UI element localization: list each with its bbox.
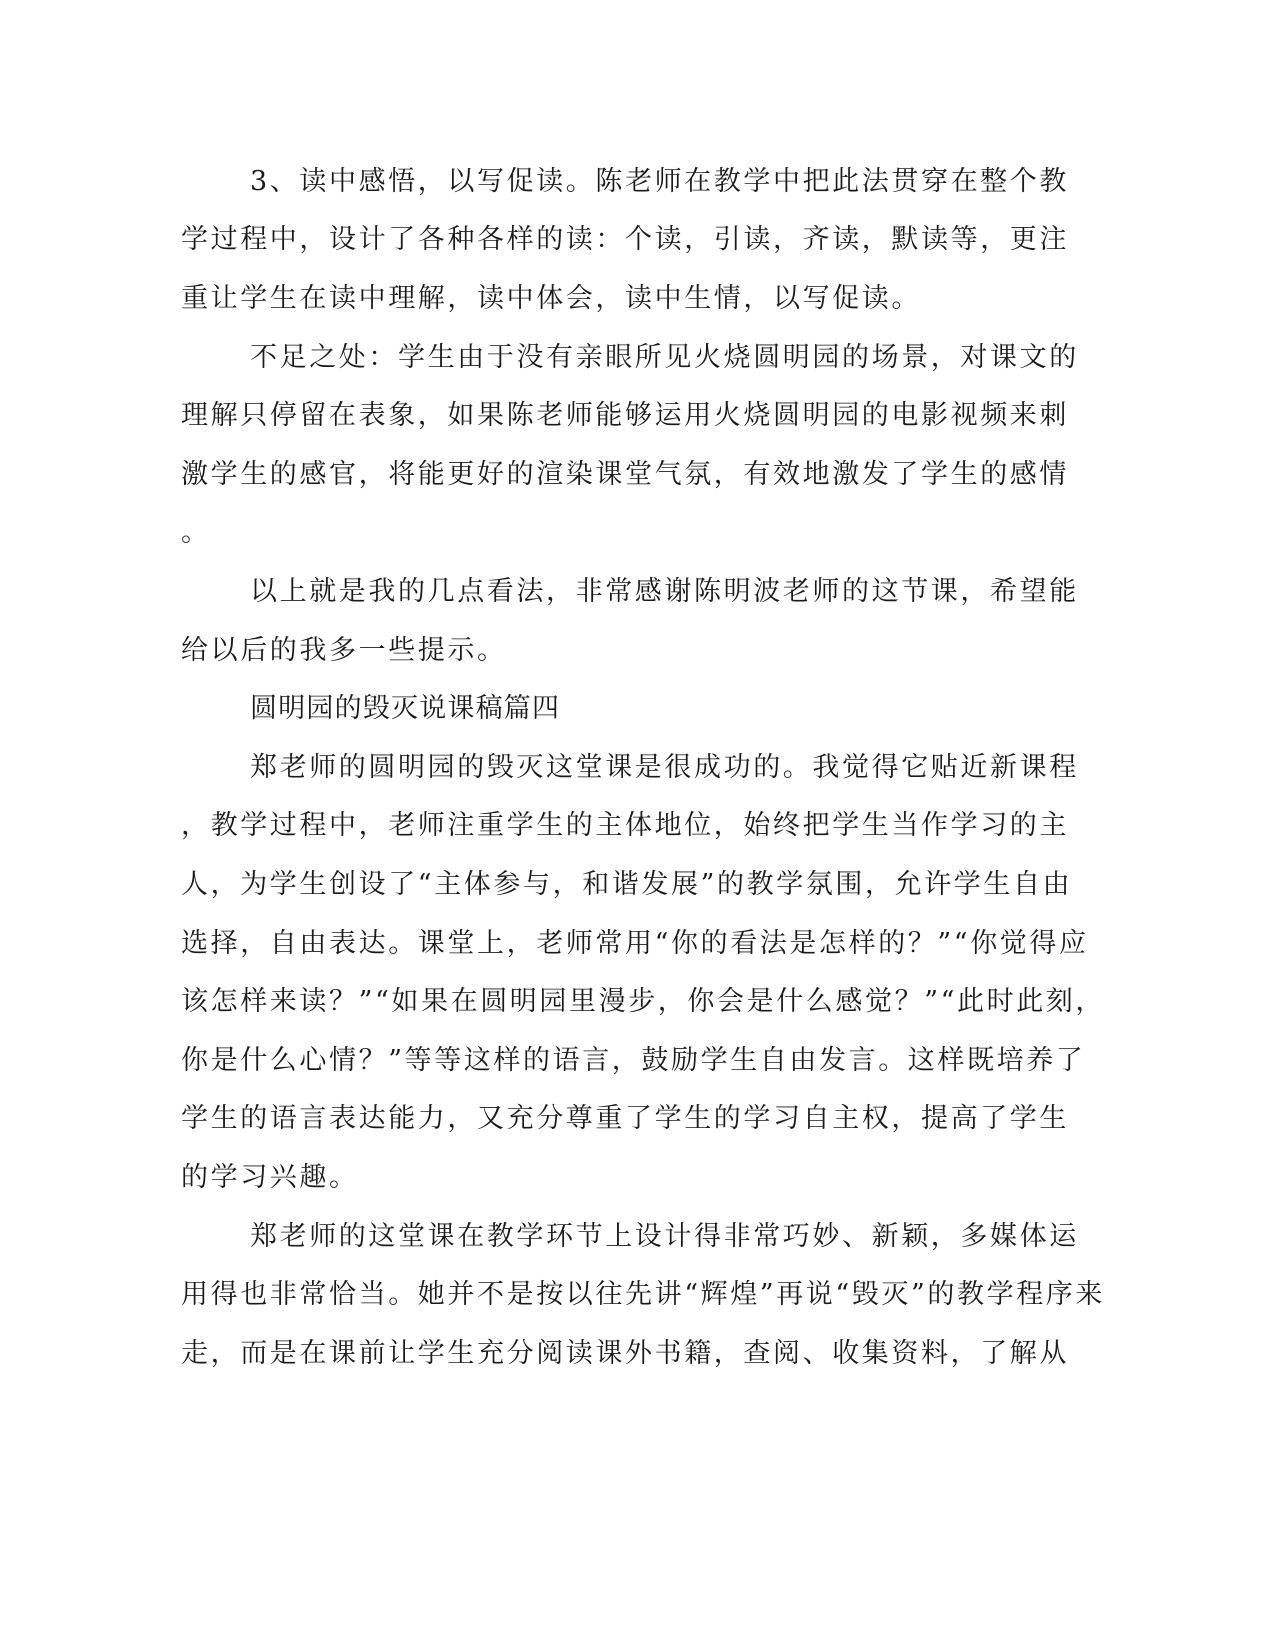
text-line: 理解只停留在表象，如果陈老师能够运用火烧圆明园的电影视频来刺 [181, 400, 1069, 431]
text-line: 郑老师的这堂课在教学环节上设计得非常巧妙、新颖，多媒体运 [250, 1221, 1079, 1252]
text-line: ，教学过程中，老师注重学生的主体地位，始终把学生当作学习的主 [181, 810, 1069, 841]
text-line: 选择，自由表达。课堂上，老师常用“你的看法是怎样的？”“你觉得应 [181, 928, 1089, 959]
text-line: 。 [181, 517, 211, 548]
text-line: 郑老师的圆明园的毁灭这堂课是很成功的。我觉得它贴近新课程 [250, 752, 1079, 783]
text-line: 学过程中，设计了各种各样的读：个读，引读，齐读，默读等，更注 [181, 224, 1069, 255]
text-line: 用得也非常恰当。她并不是按以往先讲“辉煌”再说“毁灭”的教学程序来 [181, 1279, 1106, 1310]
text-line: 3、读中感悟，以写促读。陈老师在教学中把此法贯穿在整个教 [250, 166, 1069, 197]
text-line: 你是什么心情？”等等这样的语言，鼓励学生自由发言。这样既培养了 [181, 1045, 1086, 1076]
text-line: 该怎样来读？”“如果在圆明园里漫步，你会是什么感觉？”“此时此刻， [181, 986, 1106, 1017]
text-line: 人，为学生创设了“主体参与，和谐发展”的教学氛围，允许学生自由 [181, 869, 1073, 900]
text-line: 学生的语言表达能力，又充分尊重了学生的学习自主权，提高了学生 [181, 1103, 1069, 1134]
text-line: 不足之处：学生由于没有亲眼所见火烧圆明园的场景，对课文的 [250, 342, 1079, 373]
text-line: 激学生的感官，将能更好的渲染课堂气氛，有效地激发了学生的感情 [181, 459, 1069, 490]
text-line: 重让学生在读中理解，读中体会，读中生情，以写促读。 [181, 283, 921, 314]
text-line: 走，而是在课前让学生充分阅读课外书籍，查阅、收集资料，了解从 [181, 1338, 1069, 1369]
text-line: 的学习兴趣。 [181, 1162, 359, 1193]
text-line: 以上就是我的几点看法，非常感谢陈明波老师的这节课，希望能 [250, 576, 1079, 607]
section-heading: 圆明园的毁灭说课稿篇四 [250, 693, 561, 724]
text-line: 给以后的我多一些提示。 [181, 635, 507, 666]
